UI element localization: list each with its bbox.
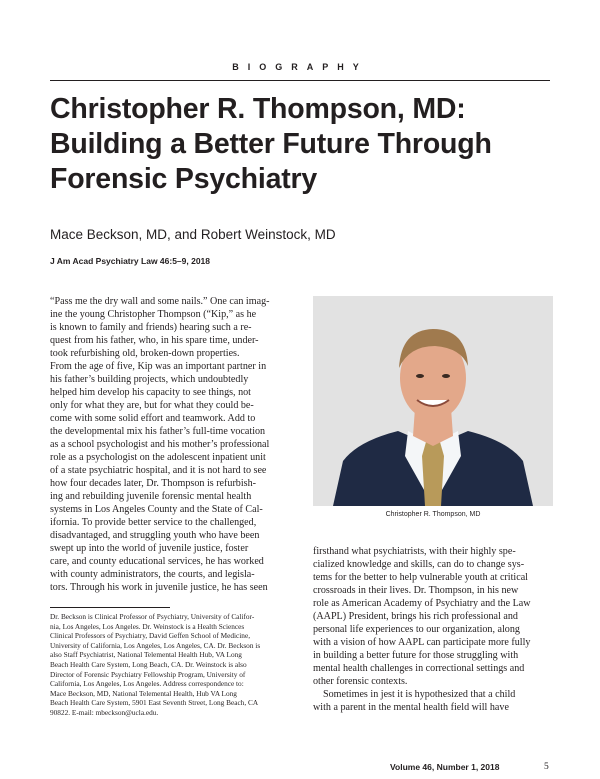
footnote-line: 90822. E-mail: mbeckson@ucla.edu. [50,707,159,717]
body-text-right-column [313,545,553,714]
header-rule [50,80,550,81]
body-line: as a school psychologist and his mother’s professional [50,439,270,450]
body-line: his father’s building projects, which undoubtedly [50,374,249,385]
body-line: disadvantaged, and struggling youth who have been [50,530,260,541]
page-number: 5 [544,762,549,772]
body-line: in building a better future for those struggling with [313,650,519,661]
body-line: helped him develop his capacity to see things, not [50,387,251,398]
body-line: care, and county educational services, he has worked [50,556,264,567]
footnote-line: Beach Health Care System, 5901 East Seventh Street, Long Beach, CA [50,698,259,708]
footnote-line: Clinical Professors of Psychiatry, David Geffen School of Medicine, [50,631,251,641]
author-affiliation-footnote [50,612,298,718]
footnote-line: Mace Beckson, MD, National Telemental Health, Hub VA Long [50,688,237,698]
footnote-line: Beach Health Care System, Long Beach, CA. Dr. Weinstock is also [50,659,247,669]
body-line: with a parent in the mental health field will have [313,702,509,713]
body-line: firsthand what psychiatrists, with their highly spe- [313,546,516,557]
article-citation: J Am Acad Psychiatry Law 46:5–9, 2018 [50,256,211,266]
body-line: tems for the better to help vulnerable youth at critical [313,572,528,583]
body-line: come with some solid effort and teamwork. Add to [50,413,256,424]
body-line: took refurbishing old, broken-down properties. [50,348,240,359]
footnote-line: California, Los Angeles, Los Angeles. Address correspondence to: [50,679,244,689]
body-line: systems in Los Angeles County and the State of Cal- [50,504,263,515]
footer-issue-info: Volume 46, Number 1, 2018 [390,762,500,772]
body-line: cialized knowledge and skills, can do to change sys- [313,559,525,570]
title-line: Christopher R. Thompson, MD: [50,93,466,125]
title-line: Building a Better Future Through [50,128,492,160]
body-line: swept up into the world of juvenile justice, foster [50,543,249,554]
body-line: ing and rebuilding juvenile forensic mental health [50,491,252,502]
body-line: From the age of five, Kip was an important partner in [50,361,267,372]
body-line: other forensic contexts. [313,676,408,687]
footnote-line: nia, Los Angeles, Los Angeles. Dr. Weinstock is a Health Sciences [50,621,245,631]
footnote-line: University of California, Los Angeles, Los Angeles, CA. Dr. Beckson is [50,640,261,650]
portrait-tie [422,442,444,506]
article-authors: Mace Beckson, MD, and Robert Weinstock, MD [50,227,336,242]
footnote-line: Director of Forensic Psychiatry Fellowship Program, University of [50,669,246,679]
body-line: mental health challenges in correctional settings and [313,663,525,674]
photo-caption: Christopher R. Thompson, MD [385,511,481,518]
body-line: ifornia. To provide better service to the challenged, [50,517,257,528]
body-line: (AAPL) President, brings his rich professional and [313,611,518,622]
body-line: with a vision of how AAPL can participate more fully [313,637,531,648]
section-label: BIOGRAPHY [232,62,368,72]
body-line: personal life experiences to our organization, along [313,624,520,635]
body-line: “Pass me the dry wall and some nails.” One can imag- [50,296,270,307]
body-line: the developmental mix his father’s full-time vocation [50,426,266,437]
body-line: crossroads in their lives. Dr. Thompson, in his new [313,585,519,596]
author-portrait-photo [313,296,553,506]
title-line: Forensic Psychiatry [50,163,318,195]
body-line: ine the young Christopher Thompson (“Kip,” as he [50,309,257,320]
footnote-line: Dr. Beckson is Clinical Professor of Psychiatry, University of Califor- [50,612,255,621]
portrait-illustration [313,296,553,506]
portrait-left-eye [416,374,424,378]
body-line: with county administrators, the courts, and legisla- [50,569,255,580]
body-line: of a state psychiatric hospital, and it is not hard to see [50,465,267,476]
body-line: quest from his father, who, in his spare time, under- [50,335,259,346]
body-line: how four decades later, Dr. Thompson is refurbish- [50,478,256,489]
body-line: role as a psychologist on the adolescent inpatient unit [50,452,266,463]
body-line: tors. Through his work in juvenile justice, he has seen [50,582,268,593]
body-line: only for what they are, but for what they could be- [50,400,254,411]
body-text-left-column [50,295,298,594]
portrait-right-eye [442,374,450,378]
body-line: Sometimes in jest it is hypothesized that a child [323,689,516,700]
footnote-rule [50,607,170,608]
body-line: role as American Academy of Psychiatry and the Law [313,598,531,609]
article-title [50,92,550,197]
body-line: is known to family and friends) hearing such a re- [50,322,252,333]
footnote-line: also Staff Psychiatrist, National Telemental Health Hub, VA Long [50,650,242,660]
